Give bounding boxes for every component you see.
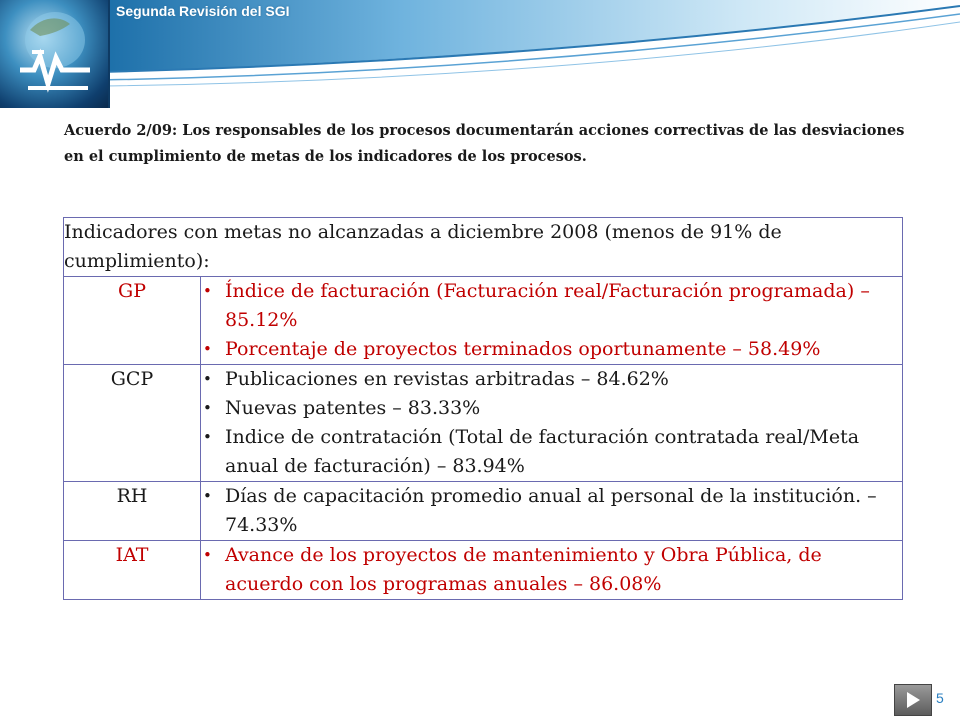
process-code: GP bbox=[64, 277, 201, 365]
process-code: RH bbox=[64, 482, 201, 541]
bullet-icon: • bbox=[203, 340, 212, 358]
bullet-icon: • bbox=[203, 487, 212, 505]
list-item bbox=[201, 365, 902, 394]
list-item bbox=[201, 423, 902, 481]
list-item bbox=[201, 394, 902, 423]
indicator-list-cell bbox=[201, 365, 903, 482]
table-row bbox=[64, 541, 903, 600]
bullet-icon: • bbox=[203, 399, 212, 417]
next-slide-button[interactable] bbox=[894, 684, 932, 716]
indicator-list bbox=[201, 277, 902, 364]
table-header-row bbox=[64, 218, 903, 277]
logo bbox=[0, 0, 110, 108]
indicators-table bbox=[63, 217, 903, 600]
globe-heartbeat-logo-icon bbox=[0, 0, 108, 108]
table-row bbox=[64, 277, 903, 365]
list-item bbox=[201, 277, 902, 335]
indicator-list bbox=[201, 541, 902, 599]
table-row bbox=[64, 365, 903, 482]
play-next-icon bbox=[895, 685, 931, 715]
bullet-icon: • bbox=[203, 428, 212, 446]
indicator-list bbox=[201, 482, 902, 540]
bullet-icon: • bbox=[203, 370, 212, 388]
list-item bbox=[201, 482, 902, 540]
indicator-text: Índice de facturación (Facturación real/Facturación programada) – 85.12% bbox=[225, 280, 870, 331]
section-title: Segunda Revisión del SGI bbox=[116, 3, 290, 19]
indicator-text: Días de capacitación promedio anual al personal de la institución. – 74.33% bbox=[225, 485, 877, 536]
list-item bbox=[201, 541, 902, 599]
page-number: 5 bbox=[936, 690, 944, 706]
indicator-list-cell bbox=[201, 541, 903, 600]
table-header: Indicadores con metas no alcanzadas a diciembre 2008 (menos de 91% de cumplimiento): bbox=[64, 218, 903, 277]
indicator-list-cell bbox=[201, 277, 903, 365]
bullet-icon: • bbox=[203, 546, 212, 564]
table-row bbox=[64, 482, 903, 541]
bullet-icon: • bbox=[203, 282, 212, 300]
list-item bbox=[201, 335, 902, 364]
indicator-text: Porcentaje de proyectos terminados oportunamente – 58.49% bbox=[225, 338, 821, 360]
indicator-text: Publicaciones en revistas arbitradas – 84.62% bbox=[225, 368, 669, 390]
indicator-text: Avance de los proyectos de mantenimiento y Obra Pública, de acuerdo con los programas anuales – 86.08% bbox=[225, 544, 822, 595]
indicator-list-cell bbox=[201, 482, 903, 541]
indicator-text: Indice de contratación (Total de facturación contratada real/Meta anual de facturación) – 83.94% bbox=[225, 426, 860, 477]
indicator-text: Nuevas patentes – 83.33% bbox=[225, 397, 481, 419]
process-code: IAT bbox=[64, 541, 201, 600]
agreement-text: Acuerdo 2/09: Los responsables de los procesos documentarán acciones correctivas de las desviaciones en el cumplimiento de metas de los indicadores de los procesos. bbox=[64, 122, 905, 165]
indicator-list bbox=[201, 365, 902, 481]
header-band bbox=[0, 0, 960, 110]
process-code: GCP bbox=[64, 365, 201, 482]
